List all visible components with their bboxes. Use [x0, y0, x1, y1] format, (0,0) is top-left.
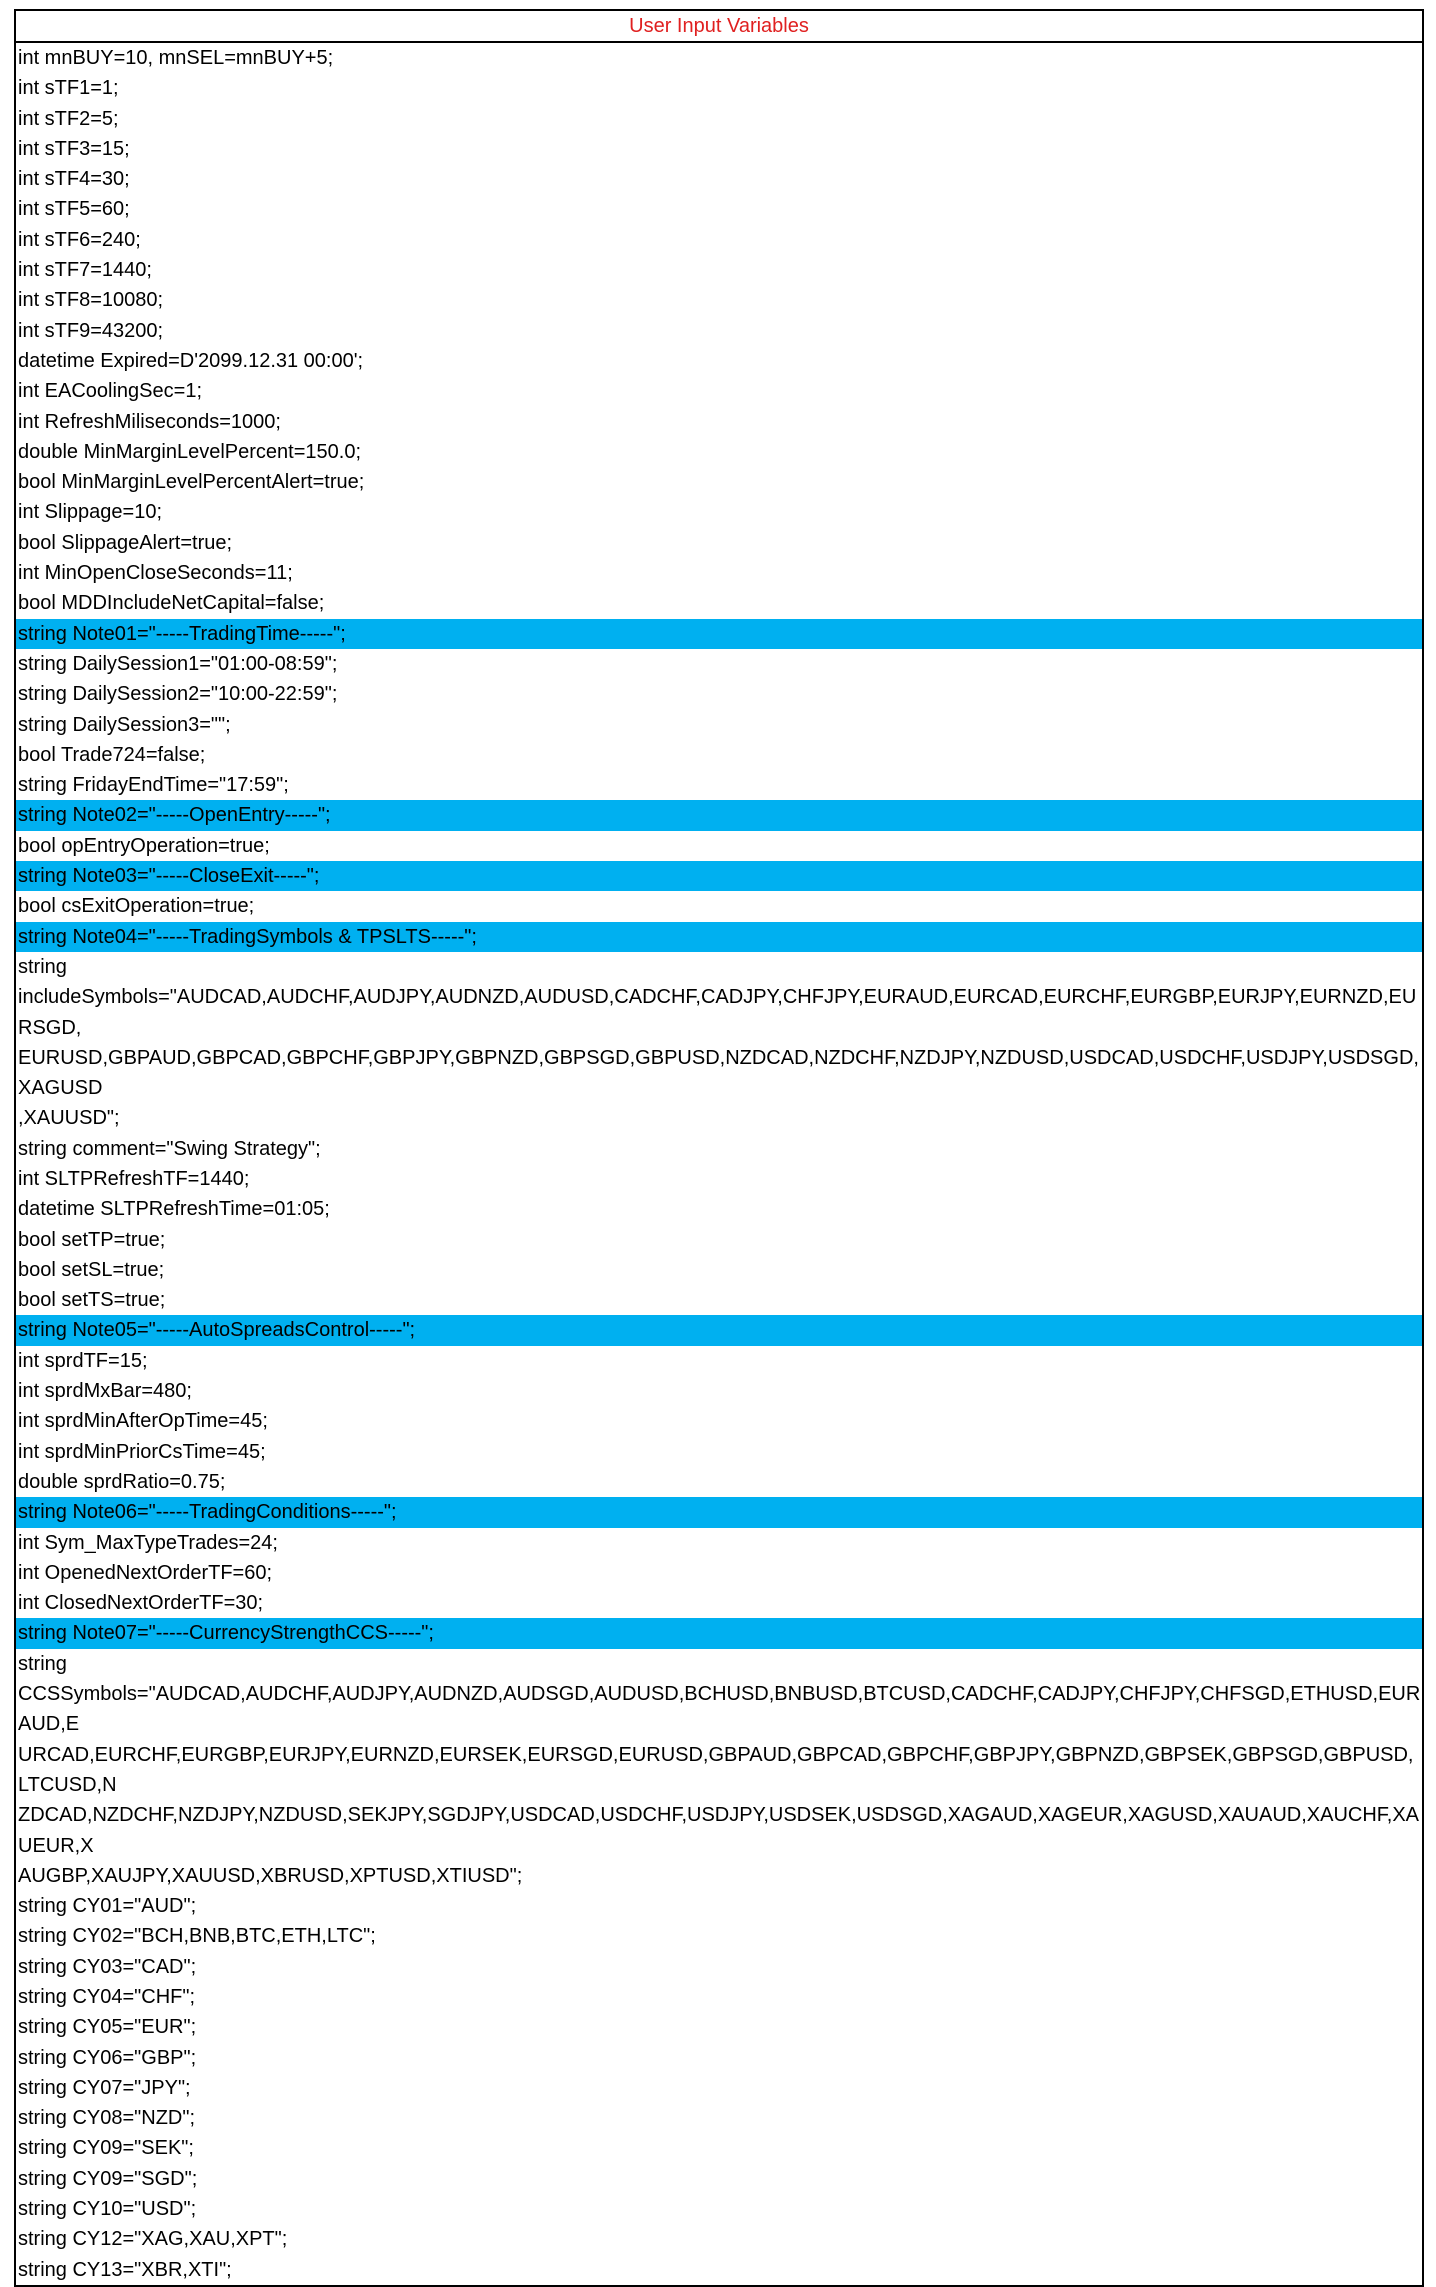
variable-row: bool SlippageAlert=true; — [18, 531, 233, 554]
variable-row: string CY04="CHF"; — [18, 1986, 196, 2008]
variable-row: URCAD,EURCHF,EURGBP,EURJPY,EURNZD,EURSEK,EURSGD,EURUSD,GBPAUD,GBPCAD,GBPCHF,GBPJPY,GBPNZD,GBPSEK,GBPSGD,GBPUSD,LTCUSD,N — [18, 1743, 1414, 1796]
variable-row: int sTF1=1; — [18, 77, 119, 100]
variable-row: int EACoolingSec=1; — [18, 380, 203, 403]
section-note-row: string Note07="-----CurrencyStrengthCCS-----"; — [16, 1618, 1422, 1648]
section-note-row: string Note06="-----TradingConditions-----"; — [16, 1497, 1422, 1527]
variables-list — [16, 43, 1422, 2285]
variable-row: int sTF2=5; — [18, 107, 119, 130]
variable-row: string CY13="XBR,XTI"; — [18, 2258, 232, 2281]
variable-row: int sprdTF=15; — [18, 1349, 148, 1372]
section-note-row: string Note01="-----TradingTime-----"; — [16, 619, 1422, 649]
variable-row: string — [18, 955, 67, 978]
variable-row: double sprdRatio=0.75; — [18, 1470, 226, 1493]
variable-row: string CY01="AUD"; — [18, 1895, 197, 1918]
variable-row: int sTF3=15; — [18, 137, 130, 160]
variable-row: int Sym_MaxTypeTrades=24; — [18, 1531, 278, 1554]
variable-row: bool setTP=true; — [18, 1228, 166, 1251]
variable-row: bool MDDIncludeNetCapital=false; — [18, 592, 325, 615]
variable-row: int sTF8=10080; — [18, 289, 164, 312]
sheet-title: User Input Variables — [16, 11, 1422, 43]
variable-row: string CY09="SGD"; — [18, 2167, 198, 2190]
variable-row: bool Trade724=false; — [18, 743, 206, 766]
variable-row: ,XAUUSD"; — [18, 1107, 120, 1130]
variable-row: string DailySession1="01:00-08:59"; — [18, 652, 338, 675]
variable-row: int mnBUY=10, mnSEL=mnBUY+5; — [18, 47, 334, 69]
variable-row: int sprdMinAfterOpTime=45; — [18, 1410, 268, 1433]
variable-row: string CY06="GBP"; — [18, 2046, 197, 2069]
variable-row: includeSymbols="AUDCAD,AUDCHF,AUDJPY,AUDNZD,AUDUSD,CADCHF,CADJPY,CHFJPY,EURAUD,EURCAD,EURCHF,EURGBP,EURJPY,EURNZD,EURSGD, — [18, 986, 1417, 1039]
variable-row: int ClosedNextOrderTF=30; — [18, 1592, 264, 1615]
variable-row: string comment="Swing Strategy"; — [18, 1137, 321, 1160]
variable-row: int RefreshMiliseconds=1000; — [18, 410, 281, 433]
variable-row: int sprdMinPriorCsTime=45; — [18, 1440, 266, 1463]
variable-row: datetime Expired=D'2099.12.31 00:00'; — [18, 349, 364, 372]
variable-row: bool setTS=true; — [18, 1289, 166, 1312]
variable-row: int sTF5=60; — [18, 198, 130, 221]
variable-row: int sTF4=30; — [18, 168, 130, 191]
variable-row: int MinOpenCloseSeconds=11; — [18, 562, 293, 585]
variable-row: string CY07="JPY"; — [18, 2076, 191, 2099]
variable-row: int OpenedNextOrderTF=60; — [18, 1561, 273, 1584]
variable-row: string DailySession2="10:00-22:59"; — [18, 683, 338, 706]
variable-row: datetime SLTPRefreshTime=01:05; — [18, 1198, 330, 1221]
variable-row: AUGBP,XAUJPY,XAUUSD,XBRUSD,XPTUSD,XTIUSD"; — [18, 1864, 523, 1887]
variable-row: double MinMarginLevelPercent=150.0; — [18, 440, 361, 463]
variable-row: bool MinMarginLevelPercentAlert=true; — [18, 471, 365, 494]
variable-row: int sprdMxBar=480; — [18, 1380, 192, 1403]
variable-row: string CY02="BCH,BNB,BTC,ETH,LTC"; — [18, 1925, 376, 1948]
variable-row: int SLTPRefreshTF=1440; — [18, 1167, 250, 1190]
variable-row: EURUSD,GBPAUD,GBPCAD,GBPCHF,GBPJPY,GBPNZD,GBPSGD,GBPUSD,NZDCAD,NZDCHF,NZDJPY,NZDUSD,USDCAD,USDCHF,USDJPY,USDSGD,XAGUSD — [18, 1046, 1419, 1100]
variable-row: string CY03="CAD"; — [18, 1955, 197, 1978]
variable-row: ZDCAD,NZDCHF,NZDJPY,NZDUSD,SEKJPY,SGDJPY,USDCAD,USDCHF,USDJPY,USDSEK,USDSGD,XAGAUD,XAGEUR,XAGUSD,XAUAUD,XAUCHF,XAUEUR,X — [18, 1804, 1420, 1857]
variable-row: int sTF6=240; — [18, 228, 141, 251]
variable-row: int Slippage=10; — [18, 501, 163, 524]
section-note-row: string Note03="-----CloseExit-----"; — [16, 861, 1422, 891]
variable-row: bool csExitOperation=true; — [18, 895, 255, 918]
section-note-row: string Note02="-----OpenEntry-----"; — [16, 800, 1422, 830]
variable-row: bool setSL=true; — [18, 1258, 165, 1281]
variable-row: string FridayEndTime="17:59"; — [18, 774, 289, 797]
variable-row: string — [18, 1652, 67, 1675]
variable-row: int sTF9=43200; — [18, 319, 164, 342]
variable-row: string CY05="EUR"; — [18, 2016, 197, 2039]
variable-row: string CY12="XAG,XAU,XPT"; — [18, 2228, 288, 2251]
variables-sheet — [14, 9, 1424, 2287]
variable-row: string CY09="SEK"; — [18, 2137, 194, 2160]
variable-row: int sTF7=1440; — [18, 259, 152, 282]
variable-row: string DailySession3=""; — [18, 713, 231, 736]
variable-row: string CY10="USD"; — [18, 2198, 197, 2221]
section-note-row: string Note05="-----AutoSpreadsControl-----"; — [16, 1315, 1422, 1345]
section-note-row: string Note04="-----TradingSymbols & TPSLTS-----"; — [16, 922, 1422, 952]
variable-row: string CY08="NZD"; — [18, 2107, 196, 2130]
variable-row: CCSSymbols="AUDCAD,AUDCHF,AUDJPY,AUDNZD,AUDSGD,AUDUSD,BCHUSD,BNBUSD,BTCUSD,CADCHF,CADJPY,CHFJPY,CHFSGD,ETHUSD,EURAUD,E — [18, 1683, 1421, 1736]
variable-row: bool opEntryOperation=true; — [18, 834, 270, 857]
